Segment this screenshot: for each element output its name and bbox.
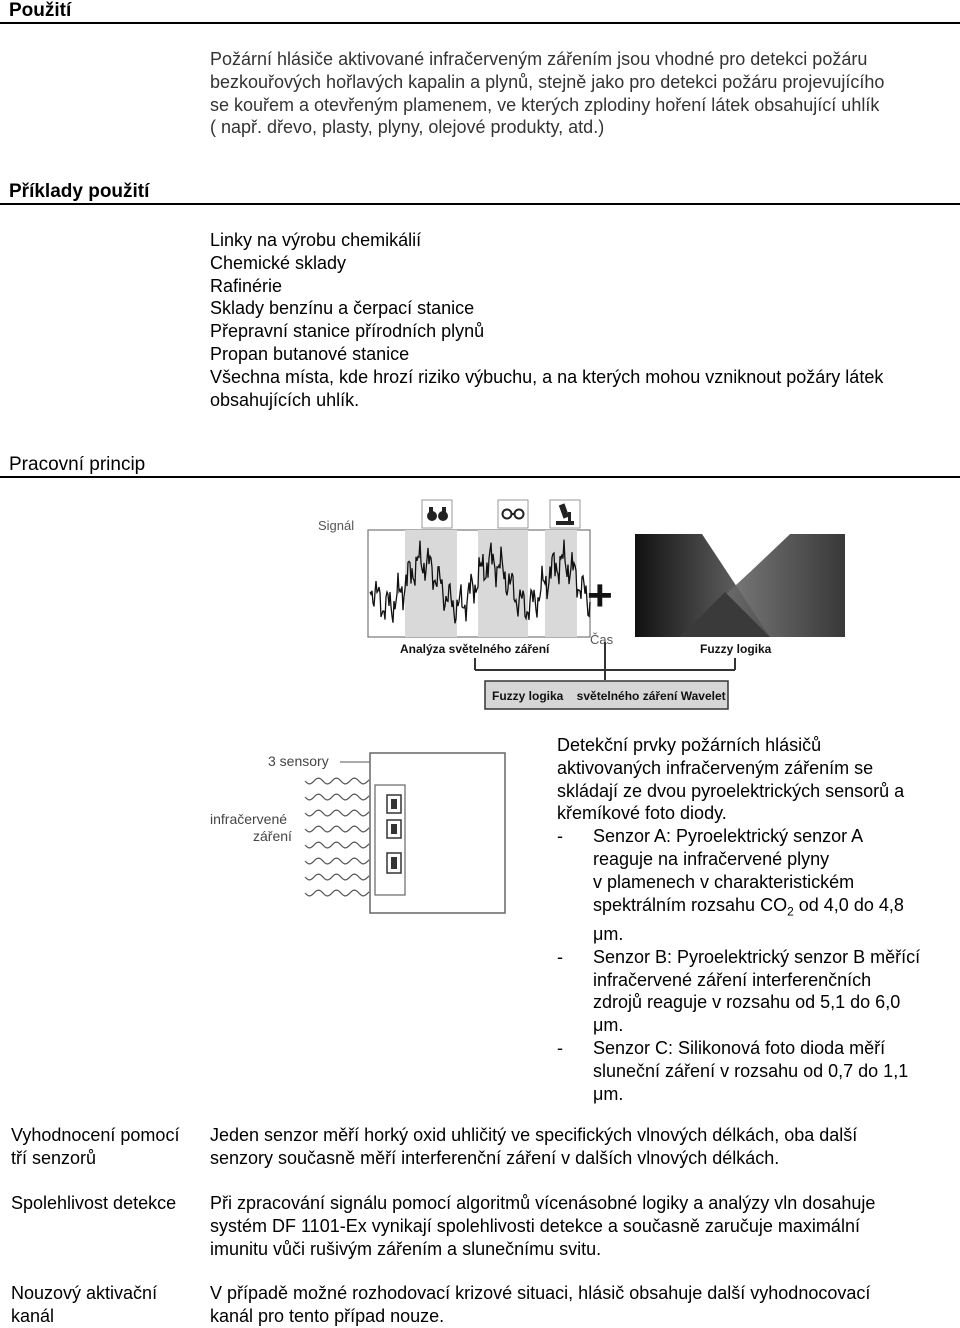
- signal-analysis-figure: [300, 492, 860, 717]
- text-line: zdrojů reaguje v rozsahu od 5,1 do 6,0: [593, 992, 901, 1013]
- time-label: Čas: [590, 632, 614, 647]
- text-line: kanál pro tento případ nouze.: [210, 1305, 445, 1326]
- text-line: imunitu vůči rušivým zářením a slunečnímu svitu.: [210, 1238, 602, 1259]
- text-line: sluneční záření v rozsahu od 0,7 do 1,1: [593, 1060, 909, 1081]
- fuzzy-logic-graphic: [635, 534, 845, 637]
- co2-subscript: 2: [787, 904, 794, 919]
- binoculars-icon: [422, 500, 452, 528]
- text-line: aktivovaných infračerveným zářením se: [557, 757, 874, 778]
- list-item: Propan butanové stanice: [210, 343, 410, 364]
- list-item: obsahujících uhlík.: [210, 389, 360, 410]
- text-line: senzory současně měří interferenční záření v dalších vlnových délkách.: [210, 1147, 780, 1168]
- glasses-icon: [498, 500, 528, 528]
- ir-wave-line: [305, 858, 369, 864]
- sensors-figure: [205, 745, 545, 915]
- section-heading-princip: Pracovní princip: [0, 454, 960, 478]
- spolehlivost-text: [210, 1192, 875, 1260]
- section-heading-priklady: Příklady použití: [0, 181, 960, 205]
- co2-text: spektrálním rozsahu CO: [593, 894, 788, 915]
- ir-label-line1: infračervené: [210, 811, 288, 827]
- sensors-label: 3 sensory: [268, 753, 329, 769]
- fuzzy-label: Fuzzy logika: [700, 642, 772, 656]
- ir-label-line2: záření: [253, 828, 292, 844]
- microscope-icon: [550, 500, 580, 528]
- text-line: bezkouřových hořlavých kapalin a plynů, stejně jako pro detekci požáru projevujícího: [210, 71, 885, 92]
- text-line: systém DF 1101-Ex vynikají spolehlivosti detekce a současně zaručuje maximální: [210, 1215, 860, 1236]
- sensor-description: [557, 734, 957, 1105]
- list-item: Linky na výrobu chemikálií: [210, 230, 422, 250]
- dash: -: [557, 946, 563, 967]
- fuzzy-wavelet-label: Fuzzy logika světelného záření Wavelet: [492, 689, 726, 703]
- text-line: ( např. dřevo, plasty, plyny, olejové produkty, atd.): [210, 117, 605, 138]
- signal-label: Signál: [318, 518, 355, 533]
- plus-sign: +: [587, 571, 613, 620]
- label-line: tří senzorů: [11, 1147, 97, 1168]
- label-line: Vyhodnocení pomocí: [11, 1125, 180, 1145]
- vyhodnoceni-label: [11, 1124, 179, 1170]
- text-line: Požární hlásiče aktivované infračerveným zářením jsou vhodné pro detekci požáru: [210, 49, 868, 69]
- nouzovy-label: [11, 1282, 157, 1328]
- sensor-element-3: [387, 853, 401, 873]
- unit-text: μm.: [593, 1083, 624, 1104]
- dash: -: [557, 826, 563, 847]
- sensor-b-item: [557, 946, 957, 1037]
- analysis-window-1: [405, 530, 457, 637]
- text-line: se kouřem a otevřeným plamenem, ve kterých zplodiny hoření látek obsahující uhlík: [210, 94, 880, 115]
- text-line: Při zpracování signálu pomocí algoritmů vícenásobné logiky a analýzy vln dosahuje: [210, 1193, 876, 1213]
- sensor-element-2: [387, 820, 401, 838]
- list-item: Rafinérie: [210, 275, 283, 296]
- list-item: Sklady benzínu a čerpací stanice: [210, 298, 475, 319]
- text-line: Senzor C: Silikonová foto dioda měří: [593, 1037, 886, 1058]
- vyhodnoceni-text: [210, 1124, 857, 1170]
- infrared-waves: [305, 778, 369, 896]
- spolehlivost-label: [11, 1192, 176, 1215]
- ir-wave-line: [305, 794, 369, 800]
- section-heading-pouziti: Použití: [0, 0, 960, 24]
- list-item: Chemické sklady: [210, 252, 347, 273]
- label-line: Spolehlivost detekce: [11, 1193, 177, 1213]
- text-line: křemíkové foto diody.: [557, 803, 727, 824]
- analysis-label: Analýza světelného záření: [400, 642, 550, 656]
- list-item: Všechna místa, kde hrozí riziko výbuchu, a na kterých mohou vzniknout požáry látek: [210, 366, 884, 387]
- text-line: skládají ze dvou pyroelektrických sensorů a: [557, 780, 905, 801]
- sensor-c-item: [557, 1037, 957, 1105]
- text-line: [593, 894, 904, 923]
- ir-wave-line: [305, 826, 369, 832]
- text-line: V případě možné rozhodovací krizové situaci, hlásič obsahuje další vyhodnocovací: [210, 1283, 871, 1303]
- text-line: infračervené záření interferenčních: [593, 969, 872, 990]
- priklady-list: [210, 229, 883, 411]
- text-line: Senzor A: Pyroelektrický senzor A: [593, 826, 864, 847]
- text-line: reaguje na infračervené plyny: [593, 848, 830, 869]
- unit-text: μm.: [593, 1015, 624, 1036]
- analysis-window-3: [545, 530, 577, 637]
- text-line: Detekční prvky požárních hlásičů: [557, 735, 822, 755]
- ir-wave-line: [305, 810, 369, 816]
- range-text: od 4,0 do 4,8: [793, 894, 904, 915]
- sensor-a-item: [557, 825, 957, 946]
- ir-wave-line: [305, 874, 369, 880]
- ir-wave-line: [305, 842, 369, 848]
- dash: -: [557, 1037, 563, 1058]
- text-line: Senzor B: Pyroelektrický senzor B měřící: [593, 946, 921, 967]
- pouziti-paragraph: [210, 48, 884, 139]
- ir-wave-line: [305, 890, 369, 896]
- nouzovy-text: [210, 1282, 870, 1328]
- analysis-window-2: [478, 530, 528, 637]
- sensor-element-1: [387, 795, 401, 813]
- text-line: Jeden senzor měří horký oxid uhličitý ve specifických vlnových délkách, oba další: [210, 1125, 858, 1145]
- ir-wave-line: [305, 778, 369, 784]
- label-line: kanál: [11, 1305, 55, 1326]
- list-item: Přepravní stanice přírodních plynů: [210, 321, 485, 342]
- text-line: v plamenech v charakteristickém: [593, 871, 855, 892]
- unit-text: μm.: [593, 923, 624, 944]
- label-line: Nouzový aktivační: [11, 1283, 158, 1303]
